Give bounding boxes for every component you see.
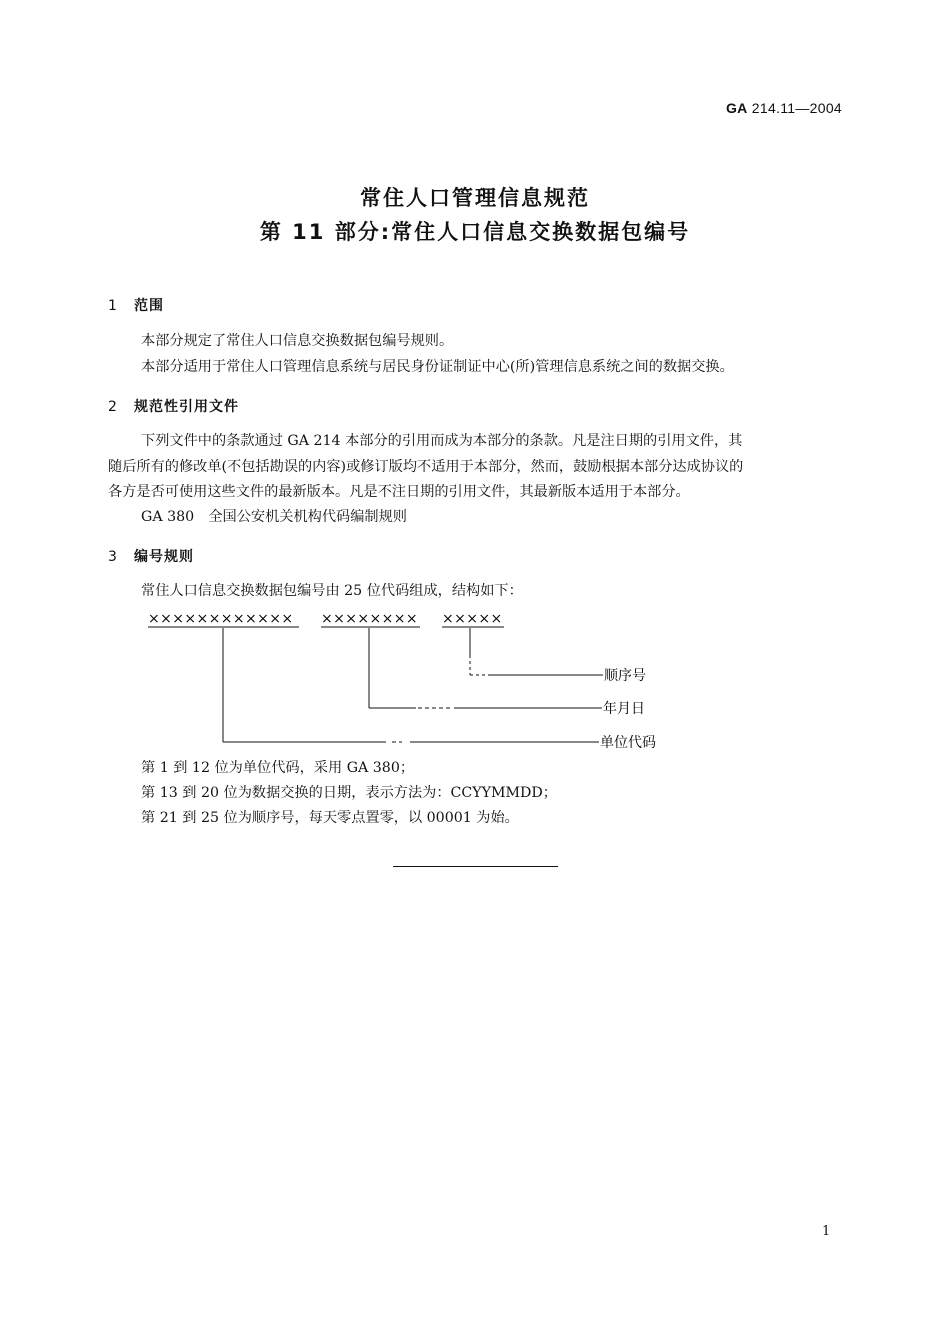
standard-prefix: GA <box>725 100 748 116</box>
section-1-paragraph-1: 本部分规定了常住人口信息交换数据包编号规则。 <box>141 333 454 349</box>
rule-line-3: 第 21 到 25 位为顺序号，每天零点置零，以 00001 为始。 <box>141 810 519 826</box>
section-title: 编号规则 <box>134 549 194 565</box>
section-2-paragraph-line-3: 各方是否可使用这些文件的最新版本。凡是不注日期的引用文件，其最新版本适用于本部分。 <box>108 484 690 500</box>
rule-line-1: 第 1 到 12 位为单位代码，采用 GA 380； <box>141 760 415 776</box>
group-sequence: ××××× <box>442 611 503 627</box>
section-2-paragraph-line-2: 随后所有的修改单(不包括勘误的内容)或修订版均不适用于本部分，然而，鼓励根据本部分达成协议的 <box>108 459 744 475</box>
section-title: 范围 <box>134 298 164 314</box>
rule-line-2: 第 13 到 20 位为数据交换的日期，表示方法为：CCYYMMDD； <box>141 785 557 801</box>
normative-reference: GA 380 全国公安机关机构代码编制规则 <box>141 509 407 525</box>
end-rule <box>393 866 558 867</box>
document-title-part: 第 11 部分:常住人口信息交换数据包编号 <box>259 220 691 244</box>
section-number: 3 <box>108 549 118 565</box>
section-number: 1 <box>108 298 118 314</box>
group-unit-code: ×××××××××××× <box>148 611 294 627</box>
group-date: ×××××××× <box>321 611 419 627</box>
label-sequence: 顺序号 <box>604 668 646 684</box>
section-1-paragraph-2: 本部分适用于常住人口管理信息系统与居民身份证制证中心(所)管理信息系统之间的数据交换。 <box>141 359 734 375</box>
document-title-main: 常住人口管理信息规范 <box>360 186 590 210</box>
section-number: 2 <box>108 399 118 415</box>
standard-code: 214.11—2004 <box>747 100 842 116</box>
section-title: 规范性引用文件 <box>134 399 239 415</box>
page-number: 1 <box>822 1224 831 1239</box>
section-3-intro: 常住人口信息交换数据包编号由 25 位代码组成，结构如下： <box>141 583 523 599</box>
label-unit-code: 单位代码 <box>600 735 656 751</box>
label-date: 年月日 <box>603 701 645 717</box>
section-2-paragraph-line-1: 下列文件中的条款通过 GA 214 本部分的引用而成为本部分的条款。凡是注日期的引用文件，其 <box>141 433 743 449</box>
